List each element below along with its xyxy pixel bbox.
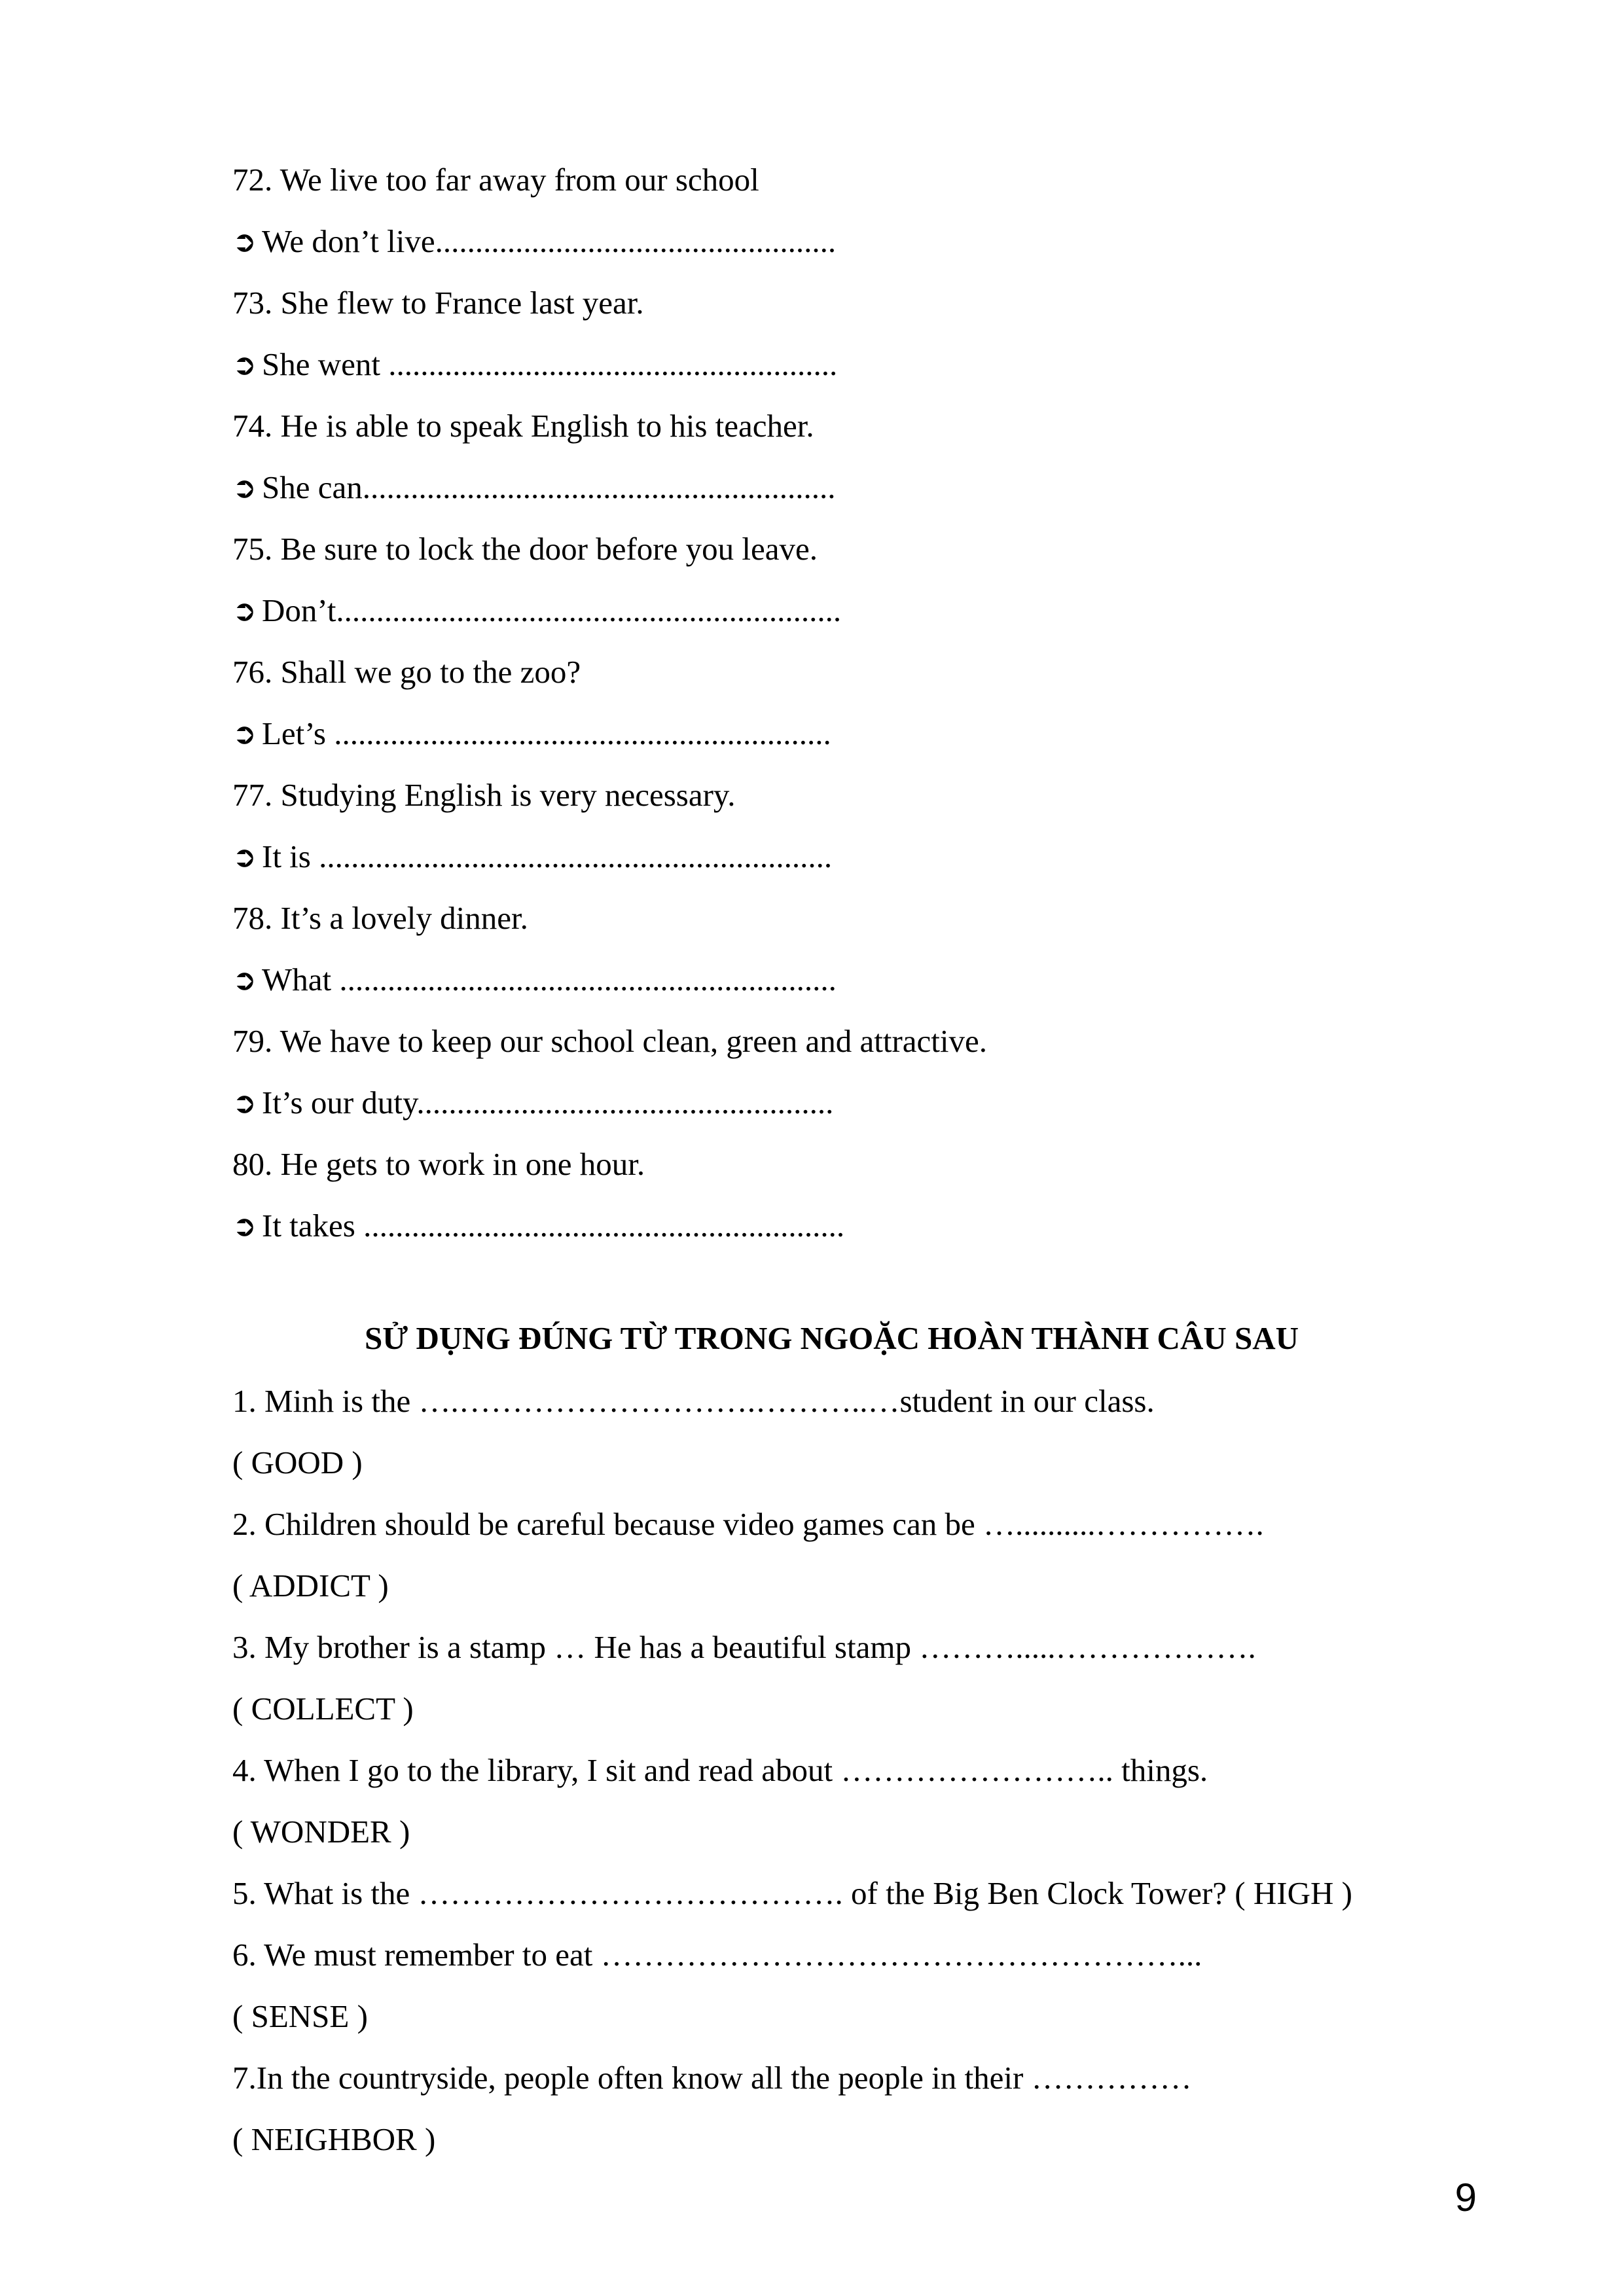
word-form-question: 4. When I go to the library, I sit and read about …………………….. things.: [232, 1752, 1208, 1788]
arrow-icon: ➲: [232, 348, 257, 382]
answer-line-72: [232, 211, 1411, 272]
answer-line-75: [232, 580, 1411, 641]
arrow-icon: ➲: [232, 1086, 257, 1120]
answer-text: It is ................................................................: [262, 838, 833, 874]
arrow-icon: ➲: [232, 471, 257, 505]
word-form-hint: ( WONDER ): [232, 1814, 410, 1850]
word-form-question: 3. My brother is a stamp … He has a beautiful stamp ……….....……………….: [232, 1629, 1256, 1665]
arrow-icon: ➲: [232, 225, 257, 259]
answer-line-79: [232, 1072, 1411, 1134]
answer-text: What ..............................................................: [262, 961, 837, 997]
word-form-question: 2. Children should be careful because video games can be …..........…………….: [232, 1506, 1264, 1542]
word-form-hint: ( GOOD ): [232, 1444, 363, 1480]
question-74: 74. He is able to speak English to his teacher.: [232, 408, 814, 444]
arrow-icon: ➲: [232, 963, 257, 997]
answer-line-74: [232, 457, 1411, 518]
question-72: 72. We live too far away from our school: [232, 162, 759, 198]
question-79: 79. We have to keep our school clean, green and attractive.: [232, 1023, 987, 1059]
word-form-hint: ( SENSE ): [232, 1998, 368, 2034]
section-title: SỬ DỤNG ĐÚNG TỪ TRONG NGOẶC HOÀN THÀNH CÂU SAU: [364, 1320, 1299, 1356]
answer-line-73: [232, 334, 1411, 395]
word-form-question: 5. What is the …………………………………. of the Big Ben Clock Tower? ( HIGH ): [232, 1875, 1352, 1911]
answer-text: We don’t live..................................................: [262, 223, 837, 259]
arrow-icon: ➲: [232, 594, 257, 628]
answer-text: She can...........................................................: [262, 469, 836, 505]
word-form-question: 7.In the countryside, people often know all the people in their ……………: [232, 2060, 1192, 2096]
answer-line-80: [232, 1195, 1411, 1257]
question-78: 78. It’s a lovely dinner.: [232, 900, 528, 936]
answer-line-76: [232, 703, 1411, 764]
arrow-icon: ➲: [232, 1210, 257, 1243]
arrow-icon: ➲: [232, 717, 257, 751]
answer-line-78: [232, 949, 1411, 1011]
arrow-icon: ➲: [232, 840, 257, 874]
answer-text: It’s our duty....................................................: [262, 1085, 834, 1121]
sentence-rewrite-list: [232, 149, 1411, 1257]
word-form-hint: ( ADDICT ): [232, 1568, 389, 1604]
answer-line-77: [232, 826, 1411, 888]
answer-text: Let’s ..............................................................: [262, 715, 831, 751]
word-form-question: 6. We must remember to eat ………………………………………………...: [232, 1937, 1202, 1973]
question-76: 76. Shall we go to the zoo?: [232, 654, 581, 690]
answer-text: She went ........................................................: [262, 346, 838, 382]
page-number: 9: [1454, 2176, 1477, 2219]
answer-text: It takes ............................................................: [262, 1208, 845, 1244]
answer-text: Don’t...............................................................: [262, 592, 842, 628]
question-80: 80. He gets to work in one hour.: [232, 1146, 645, 1182]
word-form-question: 1. Minh is the ….……………………….………..…student in our class.: [232, 1383, 1155, 1419]
question-77: 77. Studying English is very necessary.: [232, 777, 736, 813]
question-73: 73. She flew to France last year.: [232, 285, 644, 321]
word-form-hint: ( NEIGHBOR ): [232, 2121, 436, 2157]
word-form-hint: ( COLLECT ): [232, 1691, 414, 1727]
question-75: 75. Be sure to lock the door before you leave.: [232, 531, 818, 567]
word-form-list: [232, 1371, 1542, 2170]
